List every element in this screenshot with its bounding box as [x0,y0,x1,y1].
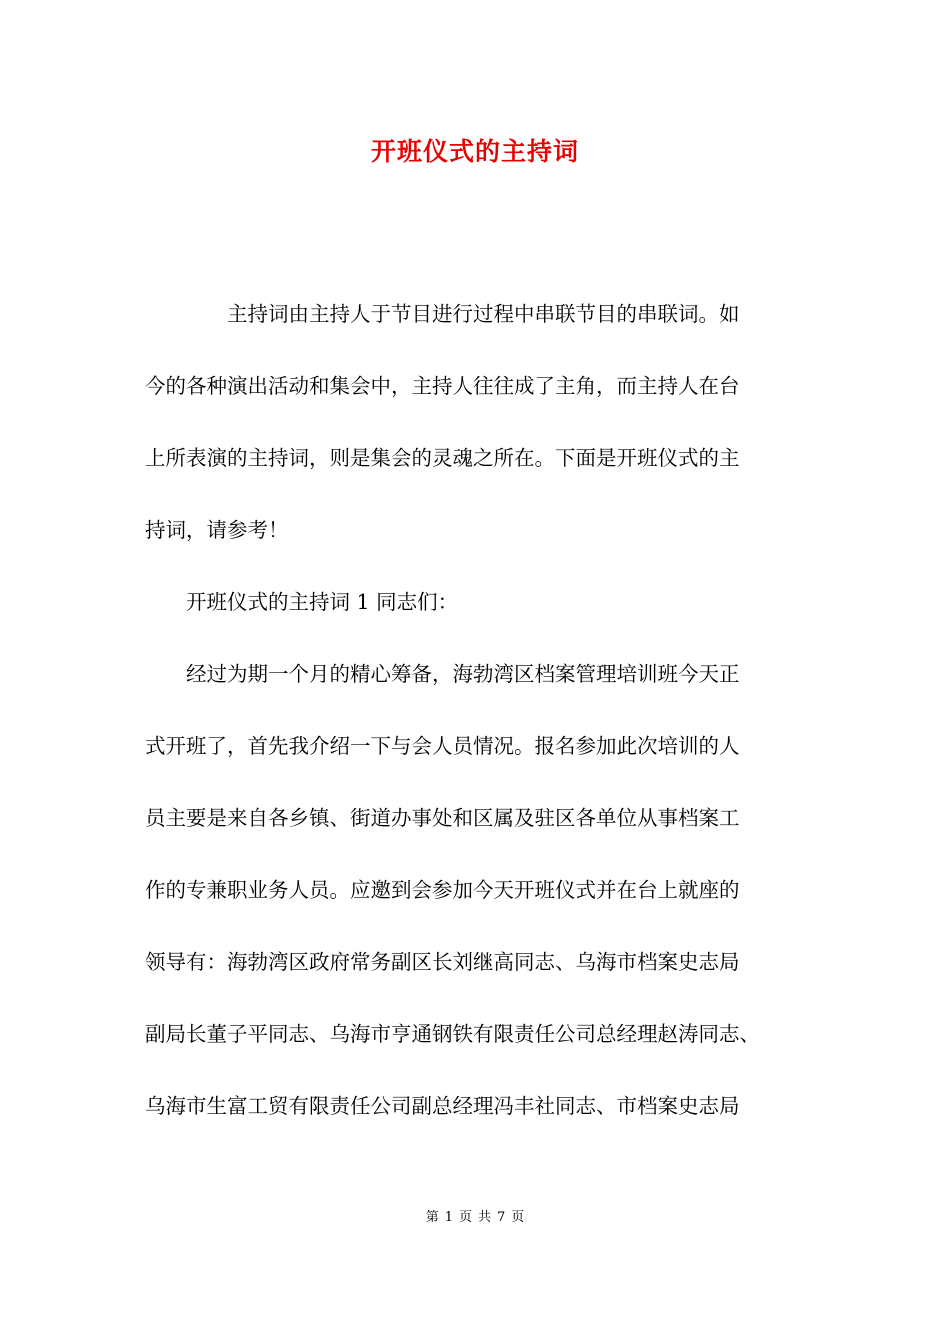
document-body [145,278,835,1142]
footer-total-unit: 页 [511,1210,525,1225]
page-footer [0,1208,950,1228]
body-line: 开班仪式的主持词 1 同志们： [145,590,459,614]
footer-page-label: 第 [425,1210,439,1225]
body-line: 作的专兼职业务人员。应邀到会参加今天开班仪式并在台上就座的 [145,878,740,902]
body-line: 持词，请参考！ [145,518,289,542]
body-line: 式开班了，首先我介绍一下与会人员情况。报名参加此次培训的人 [145,734,740,758]
body-line: 副局长董子平同志、乌海市亨通钢铁有限责任公司总经理赵涛同志、 [145,1022,760,1046]
body-line: 主持词由主持人于节目进行过程中串联节目的串联词。如 [145,302,740,326]
footer-total-label: 共 [478,1210,492,1225]
footer-current-page: 1 [444,1210,453,1225]
body-line: 领导有：海勃湾区政府常务副区长刘继高同志、乌海市档案史志局 [145,950,740,974]
body-line: 经过为期一个月的精心筹备，海勃湾区档案管理培训班今天正 [145,662,740,686]
body-line: 员主要是来自各乡镇、街道办事处和区属及驻区各单位从事档案工 [145,806,740,830]
footer-page-unit: 页 [458,1210,472,1225]
document-title: 开班仪式的主持词 [370,137,579,166]
body-line: 今的各种演出活动和集会中，主持人往往成了主角，而主持人在台 [145,374,740,398]
footer-total-pages: 7 [497,1210,506,1225]
body-line: 乌海市生富工贸有限责任公司副总经理冯丰社同志、市档案史志局 [145,1094,740,1118]
body-line: 上所表演的主持词，则是集会的灵魂之所在。下面是开班仪式的主 [145,446,740,470]
